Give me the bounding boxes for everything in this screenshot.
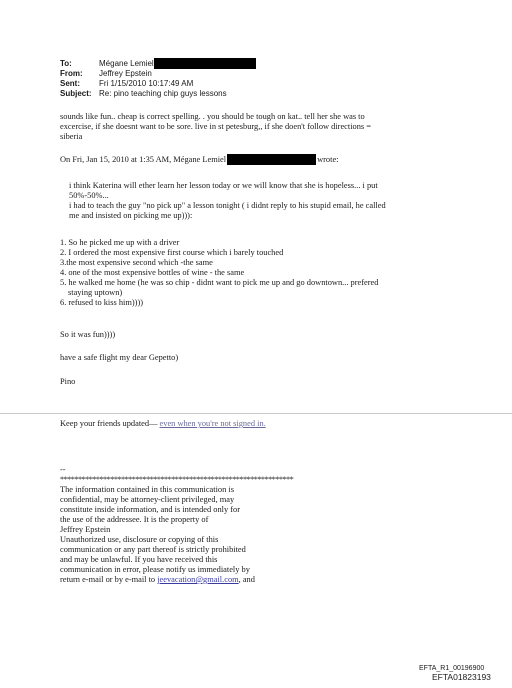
star-separator: ***************************************************************** — [60, 475, 294, 484]
quoted-line: i had to teach the guy "no pick up" a lesson tonight ( i didnt reply to his stupid email, he called — [69, 201, 386, 210]
disclaimer — [60, 465, 293, 585]
to-label: To: — [60, 59, 72, 68]
quote-header-suffix: wrote: — [317, 154, 339, 164]
disclaimer-last-line — [60, 575, 293, 585]
email-link[interactable]: jeevacation@gmail.com — [157, 575, 239, 584]
subject-value: Re: pino teaching chip guys lessons — [99, 89, 227, 98]
divider-line — [0, 413, 512, 414]
promo-line — [60, 419, 266, 429]
quote-header — [60, 154, 339, 165]
from-label: From: — [60, 69, 83, 78]
quoted-line: me and insisted on picking me up))): — [69, 211, 193, 220]
redaction-bar — [154, 58, 256, 69]
numbered-list — [60, 238, 378, 308]
to-value: Mégane Lemiel — [99, 59, 154, 68]
closing-fun: So it was fun)))) — [60, 330, 116, 339]
reply-line: excercise, if she doesnt want to be sore. live in st petesburg,, if she doen't follow directions = — [60, 122, 371, 131]
disclaimer-line: Jeffrey Epstein — [60, 525, 111, 534]
sent-value: Fri 1/15/2010 10:17:49 AM — [99, 79, 194, 88]
list-item: 2. I ordered the most expensive first course which i barely touched — [60, 248, 284, 257]
disclaimer-line: the use of the addressee. It is the property of — [60, 515, 209, 524]
from-value: Jeffrey Epstein — [99, 69, 152, 78]
disclaimer-last-prefix: return e-mail or by e-mail to — [60, 575, 158, 584]
disclaimer-last-suffix: , and — [238, 575, 255, 584]
quoted-message — [69, 181, 386, 221]
from-row — [60, 69, 256, 79]
list-item: 4. one of the most expensive bottles of wine - the same — [60, 268, 245, 277]
to-row — [60, 59, 256, 69]
list-item: 1. So he picked me up with a driver — [60, 238, 180, 247]
sent-label: Sent: — [60, 79, 80, 88]
list-item: 5. he walked me home (he was so chip - didnt want to pick me up and go downtown... prefered — [60, 278, 379, 287]
promo-text: Keep your friends updated— — [60, 419, 160, 428]
list-item: staying uptown) — [68, 288, 123, 297]
subject-label: Subject: — [60, 89, 92, 98]
quoted-line: 50%-50%... — [69, 191, 109, 200]
efta-id-1: EFTA_R1_00196900 — [419, 665, 485, 672]
signed-in-link[interactable]: even when you're not signed in. — [159, 419, 266, 428]
list-item: 3.the most expensive second which -the same — [60, 258, 213, 267]
closing-flight: have a safe flight my dear Gepetto) — [60, 353, 179, 362]
disclaimer-line: and may be unlawful. If you have received this — [60, 555, 218, 564]
list-item: 6. refused to kiss him)))) — [60, 298, 144, 307]
disclaimer-line: constitute inside information, and is intended only for — [60, 505, 241, 514]
disclaimer-line: confidential, may be attorney-client privileged, may — [60, 495, 235, 504]
quote-header-prefix: On Fri, Jan 15, 2010 at 1:35 AM, Mégane Lemiel — [60, 154, 227, 164]
quoted-line: i think Katerina will ether learn her lesson today or we will know that she is hopeless... i put — [69, 181, 378, 190]
efta-id-2: EFTA01823193 — [432, 672, 491, 682]
sent-row — [60, 79, 256, 89]
signature-dashes: -- — [60, 465, 66, 474]
reply-body — [60, 112, 371, 142]
disclaimer-line: The information contained in this communication is — [60, 485, 234, 494]
email-header — [60, 59, 256, 99]
signature: Pino — [60, 377, 76, 386]
disclaimer-line: Unauthorized use, disclosure or copying of this — [60, 535, 219, 544]
subject-row — [60, 89, 256, 99]
reply-line: siberia — [60, 132, 83, 141]
disclaimer-line: communication in error, please notify us immediately by — [60, 565, 250, 574]
redaction-bar — [227, 154, 316, 165]
disclaimer-line: communication or any part thereof is strictly prohibited — [60, 545, 246, 554]
reply-line: sounds like fun.. cheap is correct spelling. . you should be tough on kat.. tell her she was to — [60, 112, 365, 121]
